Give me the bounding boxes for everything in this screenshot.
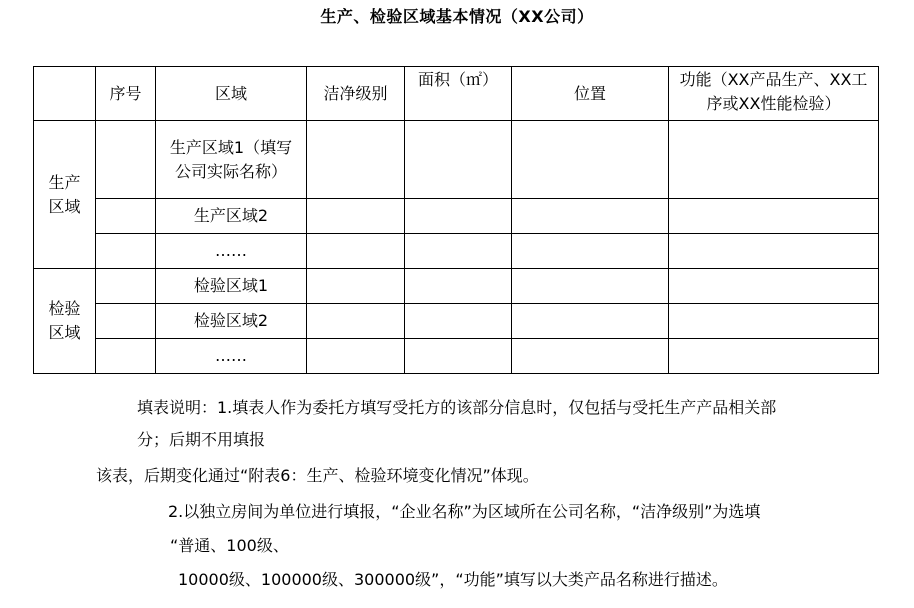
- location-cell: [512, 304, 669, 339]
- note-line-6: 10000级、100000级、300000级”，“功能”填写以大类产品名称进行描述。: [178, 570, 728, 589]
- header-clean-level: 洁净级别: [307, 67, 405, 121]
- area-cell: 检验区域2: [156, 304, 307, 339]
- size-cell: [405, 234, 512, 269]
- area-cell: ……: [156, 234, 307, 269]
- seq-cell: [96, 304, 156, 339]
- note-line-4: 2.以独立房间为单位进行填报，“企业名称”为区域所在公司名称，“洁净级别”为选填: [168, 502, 761, 521]
- table-row: [34, 269, 879, 304]
- table-row: [34, 121, 879, 199]
- group-label-production-text: 生产区域: [48, 172, 81, 216]
- location-cell: [512, 199, 669, 234]
- header-function: [669, 67, 879, 121]
- size-cell: [405, 339, 512, 374]
- header-size-text: 面积（㎡）: [417, 70, 498, 89]
- header-seq: 序号: [96, 67, 156, 121]
- clean-level-cell: [307, 121, 405, 199]
- area-cell: [156, 121, 307, 199]
- location-cell: [512, 121, 669, 199]
- note-line-3: 该表，后期变化通过“附表6：生产、检验环境变化情况”体现。: [96, 466, 539, 485]
- function-cell: [669, 121, 879, 199]
- size-cell: [405, 304, 512, 339]
- area-info-table: [33, 66, 879, 374]
- size-cell: [405, 269, 512, 304]
- function-cell: [669, 339, 879, 374]
- header-row: [34, 67, 879, 121]
- group-label-production: [34, 121, 96, 269]
- seq-cell: [96, 234, 156, 269]
- note-line-2: 分；后期不用填报: [137, 430, 266, 449]
- note-line-1: 填表说明：1.填表人作为委托方填写受托方的该部分信息时，仅包括与受托生产产品相关部: [137, 398, 777, 417]
- table-row: [34, 304, 879, 339]
- clean-level-cell: [307, 339, 405, 374]
- header-size: [405, 67, 512, 121]
- location-cell: [512, 339, 669, 374]
- group-label-inspection-text: 检验区域: [48, 299, 81, 342]
- note-line-5: “普通、100级、: [170, 536, 289, 555]
- seq-cell: [96, 121, 156, 199]
- clean-level-cell: [307, 199, 405, 234]
- function-cell: [669, 199, 879, 234]
- seq-cell: [96, 339, 156, 374]
- area-cell: ……: [156, 339, 307, 374]
- seq-cell: [96, 269, 156, 304]
- function-cell: [669, 304, 879, 339]
- table-row: [34, 234, 879, 269]
- table-row: [34, 199, 879, 234]
- area-cell-text: 生产区域1（填写公司实际名称）: [169, 137, 293, 181]
- function-cell: [669, 234, 879, 269]
- location-cell: [512, 269, 669, 304]
- clean-level-cell: [307, 269, 405, 304]
- header-group-cell: [34, 67, 96, 121]
- function-cell: [669, 269, 879, 304]
- area-cell: 检验区域1: [156, 269, 307, 304]
- header-location: 位置: [512, 67, 669, 121]
- clean-level-cell: [307, 234, 405, 269]
- header-function-text: 功能（XX产品生产、XX工序或XX性能检验）: [679, 70, 868, 113]
- seq-cell: [96, 199, 156, 234]
- header-area: 区域: [156, 67, 307, 121]
- size-cell: [405, 121, 512, 199]
- size-cell: [405, 199, 512, 234]
- location-cell: [512, 234, 669, 269]
- table-row: [34, 339, 879, 374]
- group-label-inspection: [34, 269, 96, 374]
- area-cell: 生产区域2: [156, 199, 307, 234]
- clean-level-cell: [307, 304, 405, 339]
- page-title: 生产、检验区域基本情况（XX公司）: [320, 7, 594, 26]
